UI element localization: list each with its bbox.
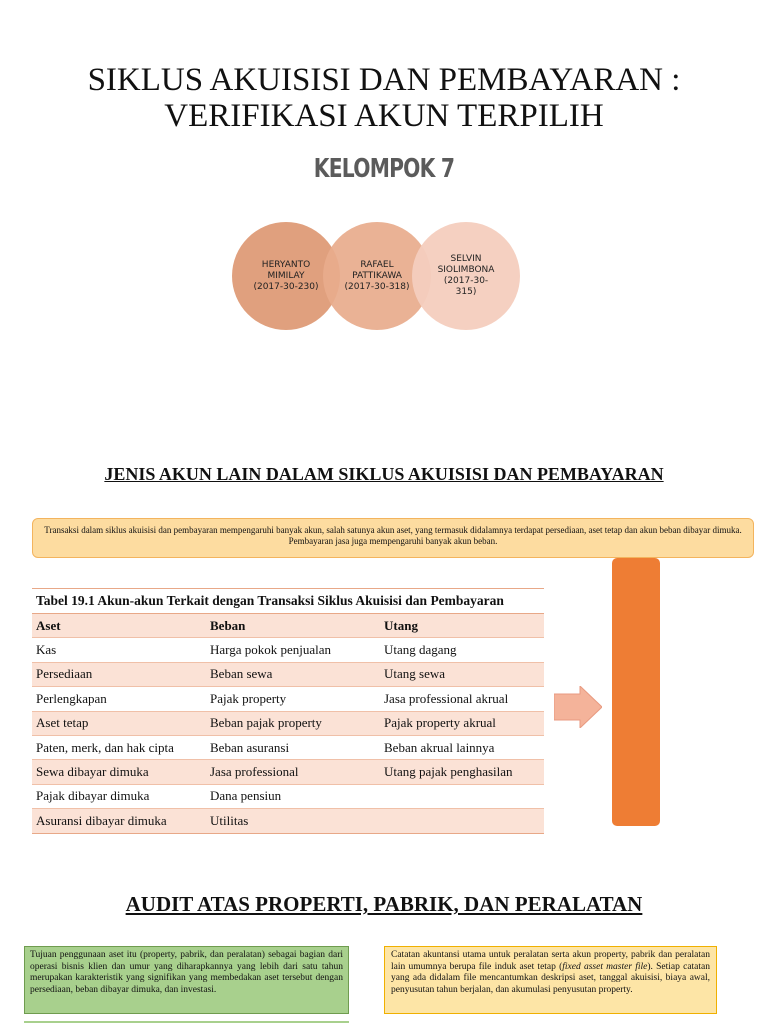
member-id-cont: 315) [455, 287, 477, 297]
member-name: SELVIN [450, 254, 482, 264]
table-header-cell: Aset [32, 614, 206, 638]
yellow-text-italic: fixed asset master file [562, 961, 648, 972]
table-cell: Pajak property [206, 687, 380, 711]
member-id: (2017-30- [443, 276, 489, 286]
member-id: (2017-30-318) [344, 281, 410, 292]
member-circle-selvin [412, 222, 520, 330]
section-heading-jenis-akun [0, 464, 768, 485]
table-row [32, 638, 544, 662]
slide-title [0, 62, 768, 134]
green-note-box: Tujuan penggunaan aset itu (property, pabrik, dan peralatan) sebagai bagian dari operasi bisnis klien dan umur yang diharapkannya yang lebih dari satu tahun merupakan karakteristik yang signifikan yang membedakan aset tersebut dengan persediaan, beban dibayar dimuka, dan investasi. [24, 946, 349, 1014]
table-cell: Utang sewa [380, 662, 544, 686]
table-cell: Jasa professional akrual [380, 687, 544, 711]
table-cell: Utang dagang [380, 638, 544, 662]
table-cell: Harga pokok penjualan [206, 638, 380, 662]
section-heading-audit [0, 892, 768, 917]
table-cell: Beban akrual lainnya [380, 735, 544, 759]
title-line-2: VERIFIKASI AKUN TERPILIH [164, 98, 604, 134]
table-cell: Dana pensiun [206, 784, 380, 808]
table-cell: Pajak property akrual [380, 711, 544, 735]
section-heading-text: JENIS AKUN LAIN DALAM SIKLUS AKUISISI DAN PEMBAYARAN [104, 464, 664, 484]
orange-accent-bar [612, 558, 660, 826]
member-name: PATTIKAWA [352, 270, 402, 281]
table-cell: Kas [32, 638, 206, 662]
yellow-text-part2: ). Setiap catatan yang ada didalam file mencantumkan deskripsi aset, tanggal akuisisi, biaya awal, penyusutan tahun berjalan, dan akumulasi penyusutan property. [391, 961, 710, 995]
table-cell: Utilitas [206, 809, 380, 833]
member-name: RAFAEL [360, 259, 394, 270]
table-cell: Utang pajak penghasilan [380, 760, 544, 784]
table-row [32, 687, 544, 711]
table-cell: Beban sewa [206, 662, 380, 686]
table-row [32, 662, 544, 686]
table-cell: Sewa dibayar dimuka [32, 760, 206, 784]
member-id: (2017-30-230) [253, 281, 319, 292]
table-cell: Asuransi dibayar dimuka [32, 809, 206, 833]
table-row [32, 760, 544, 784]
member-name: HERYANTO [261, 259, 311, 270]
intro-callout: Transaksi dalam siklus akuisisi dan pembayaran mempengaruhi banyak akun, salah satunya akun aset, yang termasuk didalamnya terdapat persediaan, aset tetap dan akun beban dibayar dimuka. Pembayaran jasa juga mempengaruhi banyak akun beban. [32, 518, 754, 558]
table-row [32, 711, 544, 735]
table-cell: Beban pajak property [206, 711, 380, 735]
table-cell: Beban asuransi [206, 735, 380, 759]
table-cell [380, 809, 544, 833]
table-row [32, 809, 544, 833]
table-row [32, 735, 544, 759]
table-cell: Persediaan [32, 662, 206, 686]
green-box-edge [24, 1021, 349, 1023]
yellow-text-part1: Catatan akuntansi utama untuk peralatan serta akun property, pabrik dan peralatan lain umumnya berupa file induk aset tetap ( [391, 950, 710, 972]
yellow-note-box [384, 946, 717, 1014]
right-arrow-icon [554, 686, 602, 728]
member-name: MIMILAY [267, 270, 305, 281]
table-header-row [32, 614, 544, 638]
table-cell: Perlengkapan [32, 687, 206, 711]
table-cell: Paten, merk, dan hak cipta [32, 735, 206, 759]
table-header-cell: Beban [206, 614, 380, 638]
table-row [32, 784, 544, 808]
table-cell [380, 784, 544, 808]
table-header-cell: Utang [380, 614, 544, 638]
table-cell: Aset tetap [32, 711, 206, 735]
section-heading-text: AUDIT ATAS PROPERTI, PABRIK, DAN PERALATAN [125, 892, 643, 916]
table-caption: Tabel 19.1 Akun-akun Terkait dengan Transaksi Siklus Akuisisi dan Pembayaran [32, 588, 544, 614]
accounts-table [32, 588, 544, 834]
title-line-1: SIKLUS AKUISISI DAN PEMBAYARAN : [87, 62, 681, 98]
table-cell: Pajak dibayar dimuka [32, 784, 206, 808]
group-label: KELOMPOK 7 [313, 154, 455, 184]
table-cell: Jasa professional [206, 760, 380, 784]
member-name: SIOLIMBONA [437, 265, 495, 275]
